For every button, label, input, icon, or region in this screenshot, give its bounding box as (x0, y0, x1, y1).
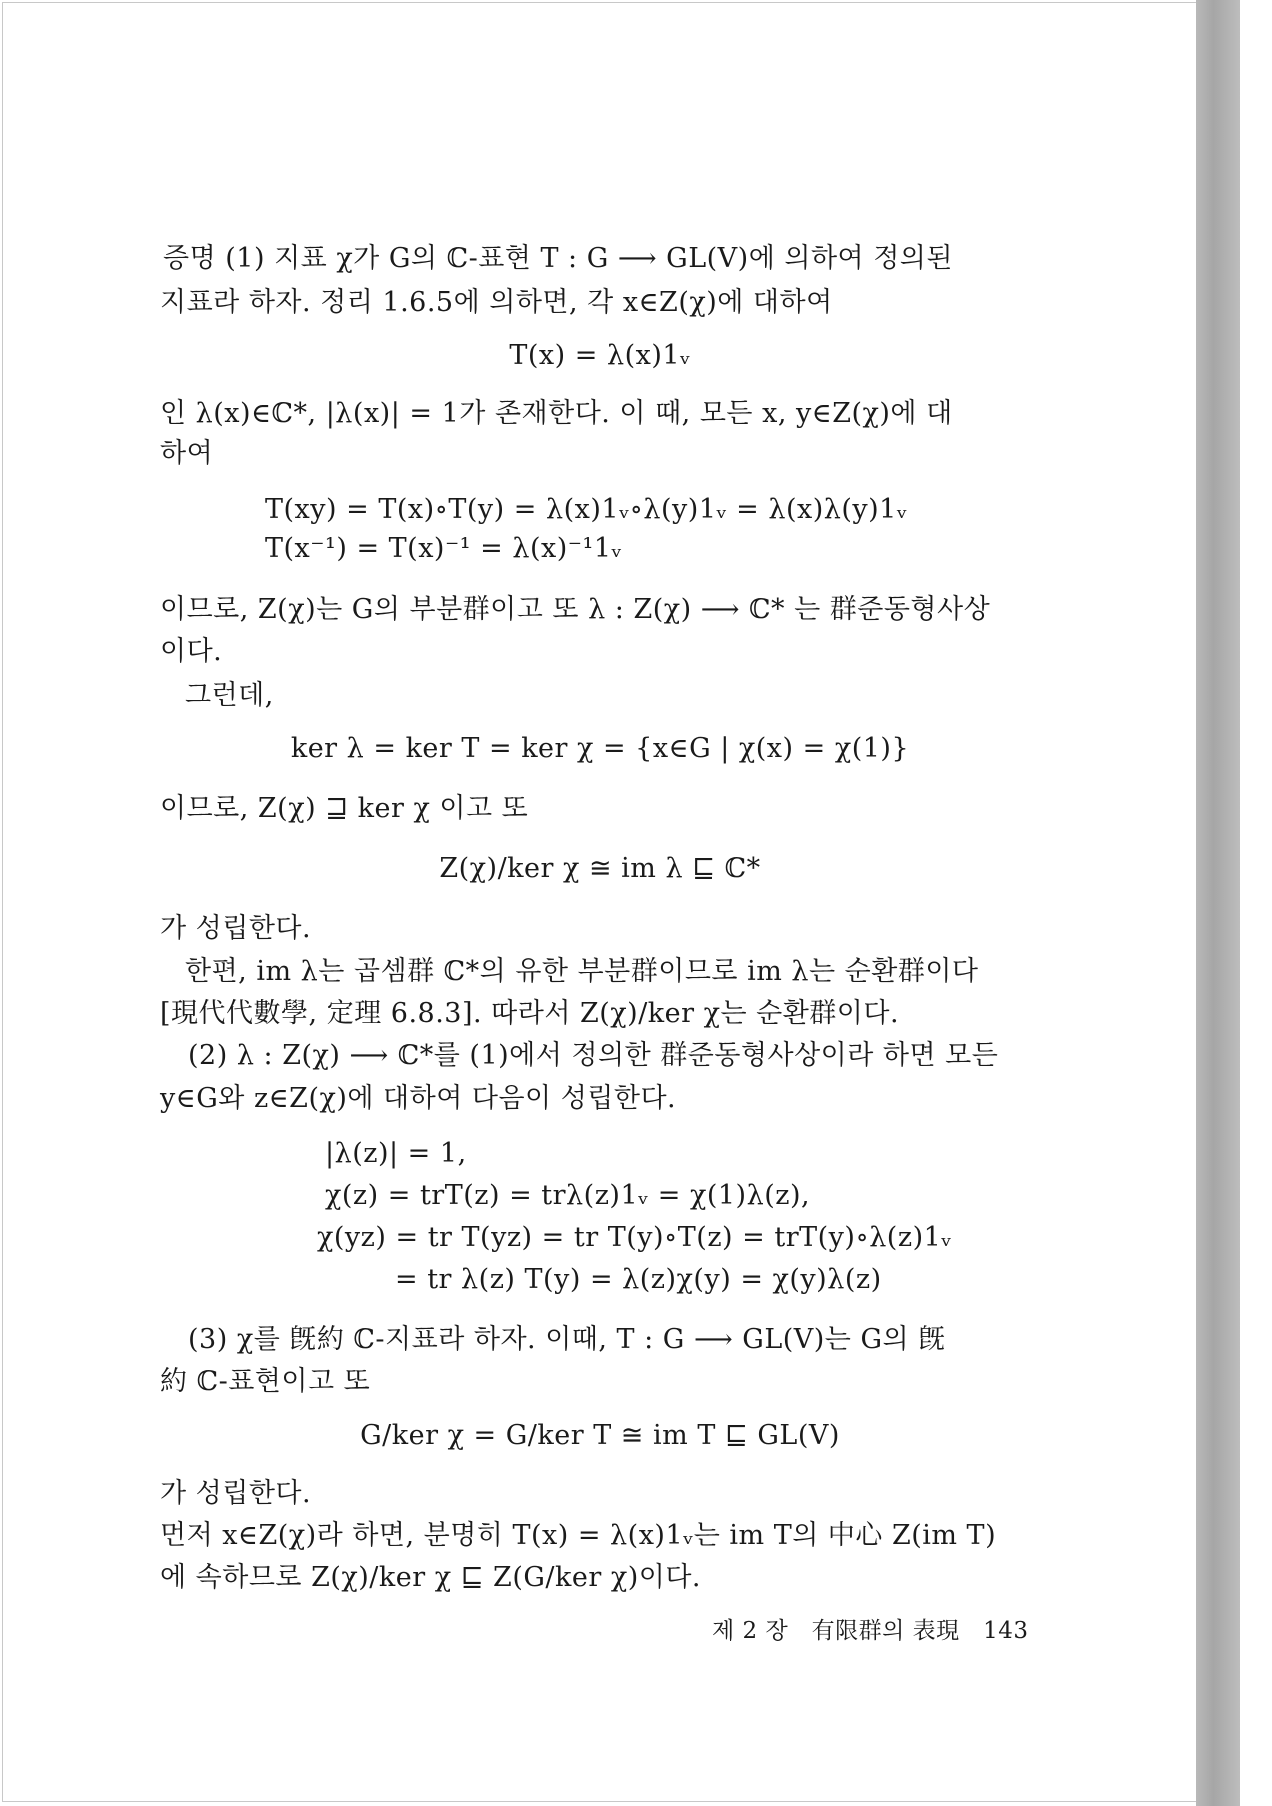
equation-line: |λ(z)| = 1, (325, 1138, 467, 1169)
text-line: 먼저 x∈Z(χ)라 하면, 분명히 T(x) = λ(x)1ᵥ는 im T의 中心 Z(im T) (160, 1520, 997, 1551)
text-line: 이므로, Z(χ)는 G의 부분群이고 또 λ : Z(χ) ⟶ ℂ* 는 群준동형사상 (160, 594, 991, 625)
text-line: [現代代數學, 定理 6.8.3]. 따라서 Z(χ)/ker χ는 순환群이다. (160, 998, 900, 1029)
equation-line: Z(χ)/ker χ ≅ im λ ⊑ ℂ* (439, 853, 761, 884)
book-page-edge (1196, 0, 1240, 1806)
text-line: (2) λ : Z(χ) ⟶ ℂ*를 (1)에서 정의한 群준동형사상이라 하면 모든 (188, 1040, 999, 1071)
equation-line: T(x⁻¹) = T(x)⁻¹ = λ(x)⁻¹1ᵥ (265, 533, 623, 564)
text-line: y∈G와 z∈Z(χ)에 대하여 다음이 성립한다. (160, 1083, 677, 1114)
text-line: 이다. (160, 636, 223, 667)
equation-line: = tr λ(z) T(y) = λ(z)χ(y) = χ(y)λ(z) (395, 1264, 882, 1295)
text-line: 約 ℂ-표현이고 또 (160, 1366, 371, 1397)
page-number: 143 (983, 1618, 1029, 1644)
footer-title: 有限群의 表現 (811, 1618, 960, 1644)
footer-chapter: 제 2 장 (712, 1618, 789, 1644)
equation-line: T(xy) = T(x)∘T(y) = λ(x)1ᵥ∘λ(y)1ᵥ = λ(x)λ(y)1ᵥ (265, 494, 908, 525)
text-line: 그런데, (185, 680, 274, 711)
equation-line: G/ker χ = G/ker T ≅ im T ⊑ GL(V) (360, 1420, 840, 1451)
text-line: (3) χ를 旣約 ℂ-지표라 하자. 이때, T : G ⟶ GL(V)는 G의 旣 (188, 1324, 946, 1355)
equation-line: ker λ = ker T = ker χ = {x∈G | χ(x) = χ(1)} (290, 733, 910, 764)
text-line: 에 속하므로 Z(χ)/ker χ ⊑ Z(G/ker χ)이다. (160, 1562, 701, 1593)
text-line: 증명 (1) 지표 χ가 G의 ℂ-표현 T : G ⟶ GL(V)에 의하여 정의된 (163, 243, 953, 274)
equation-line: T(x) = λ(x)1ᵥ (509, 340, 691, 371)
running-footer (712, 1620, 1029, 1643)
text-line: 지표라 하자. 정리 1.6.5에 의하면, 각 x∈Z(χ)에 대하여 (160, 287, 833, 318)
equation-line: χ(z) = trT(z) = trλ(z)1ᵥ = χ(1)λ(z), (325, 1180, 811, 1211)
text-line: 가 성립한다. (160, 913, 312, 944)
text-line: 하여 (160, 438, 214, 469)
text-line: 인 λ(x)∈ℂ*, |λ(x)| = 1가 존재한다. 이 때, 모든 x, y∈Z(χ)에 대 (160, 398, 953, 429)
text-line: 가 성립한다. (160, 1478, 312, 1509)
text-line: 이므로, Z(χ) ⊒ ker χ 이고 또 (160, 793, 529, 824)
text-line: 한편, im λ는 곱셈群 ℂ*의 유한 부분群이므로 im λ는 순환群이다 (185, 956, 979, 987)
equation-line: χ(yz) = tr T(yz) = tr T(y)∘T(z) = trT(y)∘λ(z)1ᵥ (317, 1222, 952, 1253)
